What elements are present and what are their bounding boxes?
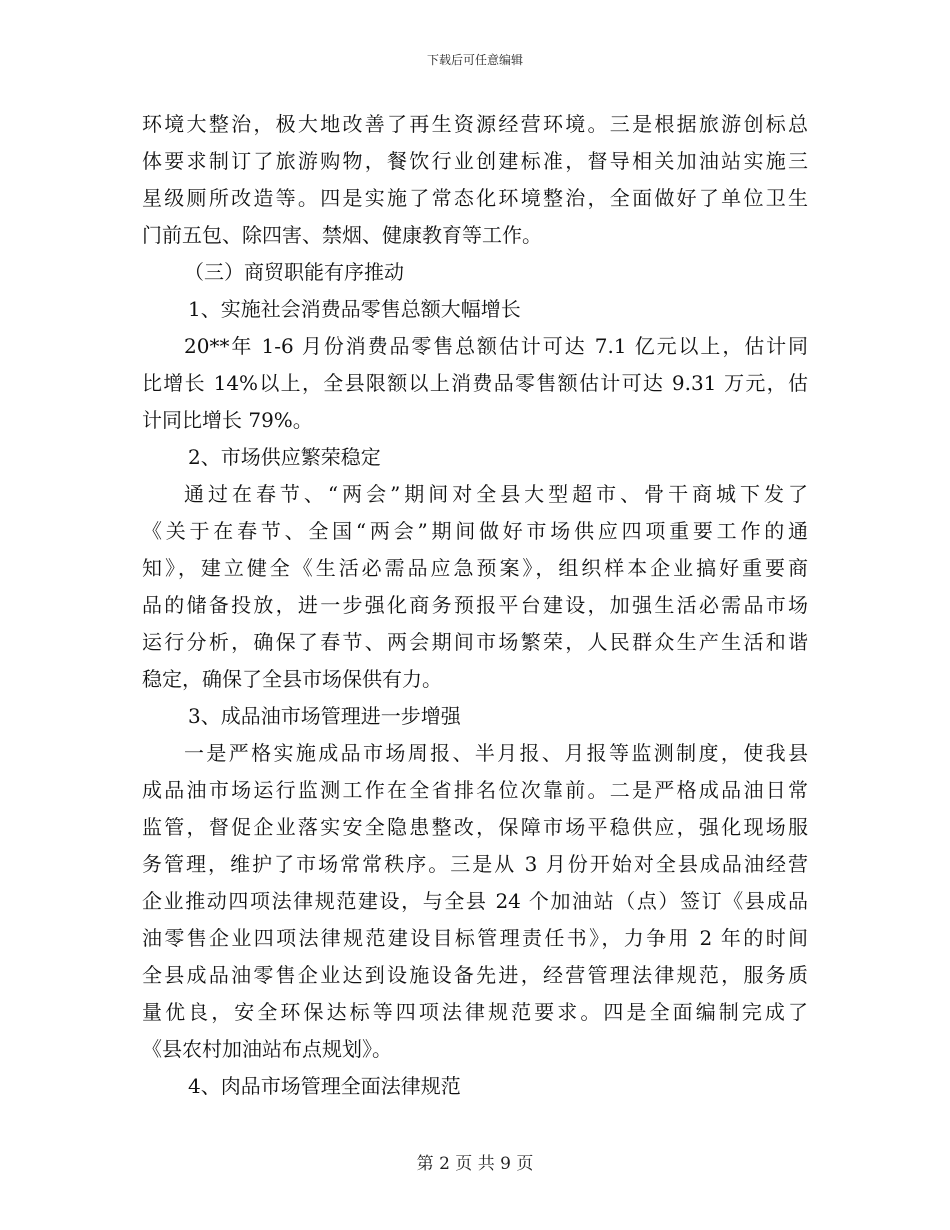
paragraph-line: 油零售企业四项法律规范建设目标管理责任书》，力争用 2 年的时间 xyxy=(142,926,808,950)
paragraph-line: 监管，督促企业落实安全隐患整改，保障市场平稳供应，强化现场服 xyxy=(142,815,808,839)
subsection-heading: 2、市场供应繁荣稳定 xyxy=(188,445,381,469)
paragraph-line: 稳定，确保了全县市场保供有力。 xyxy=(142,667,442,691)
paragraph-line: 星级厕所改造等。四是实施了常态化环境整治，全面做好了单位卫生 xyxy=(142,186,808,210)
paragraph-line: 体要求制订了旅游购物，餐饮行业创建标准，督导相关加油站实施三 xyxy=(142,149,808,173)
subsection-heading: 4、肉品市场管理全面法律规范 xyxy=(188,1074,461,1098)
paragraph-line: 企业推动四项法律规范建设，与全县 24 个加油站（点）签订《县成品 xyxy=(142,889,808,913)
paragraph-line: 一是严格实施成品市场周报、半月报、月报等监测制度，使我县 xyxy=(184,741,808,765)
paragraph-line: 全县成品油零售企业达到设施设备先进，经营管理法律规范，服务质 xyxy=(142,963,808,987)
paragraph-line: 计同比增长 79%。 xyxy=(142,408,313,432)
paragraph-line: 运行分析，确保了春节、两会期间市场繁荣，人民群众生产生活和谐 xyxy=(142,630,808,654)
paragraph-line: 量优良，安全环保达标等四项法律规范要求。四是全面编制完成了 xyxy=(142,1000,808,1024)
paragraph-line: 成品油市场运行监测工作在全省排名位次靠前。二是严格成品油日常 xyxy=(142,778,808,802)
paragraph-line: 《县农村加油站布点规划》。 xyxy=(142,1037,392,1061)
paragraph-line: 20**年 1-6 月份消费品零售总额估计可达 7.1 亿元以上，估计同 xyxy=(184,334,808,358)
paragraph-line: 务管理，维护了市场常常秩序。三是从 3 月份开始对全县成品油经营 xyxy=(142,852,808,876)
paragraph-line: 门前五包、除四害、禁烟、健康教育等工作。 xyxy=(142,223,542,247)
paragraph-line: 《关于在春节、全国“两会”期间做好市场供应四项重要工作的通 xyxy=(142,519,808,543)
page-header: 下载后可任意编辑 xyxy=(426,53,523,67)
page-footer: 第 2 页 共 9 页 xyxy=(416,1154,534,1174)
document-body xyxy=(142,106,808,1105)
subsection-heading: 1、实施社会消费品零售总额大幅增长 xyxy=(188,297,521,321)
paragraph-line: 环境大整治，极大地改善了再生资源经营环境。三是根据旅游创标总 xyxy=(142,112,808,136)
subsection-heading: 3、成品油市场管理进一步增强 xyxy=(188,704,461,728)
paragraph-line: 比增长 14%以上，全县限额以上消费品零售额估计可达 9.31 万元，估 xyxy=(142,371,808,395)
section-heading: （三）商贸职能有序推动 xyxy=(184,260,404,284)
paragraph-line: 通过在春节、“两会”期间对全县大型超市、骨干商城下发了 xyxy=(184,482,808,506)
paragraph-line: 品的储备投放，进一步强化商务预报平台建设，加强生活必需品市场 xyxy=(142,593,808,617)
paragraph-line: 知》，建立健全《生活必需品应急预案》，组织样本企业搞好重要商 xyxy=(142,556,808,580)
